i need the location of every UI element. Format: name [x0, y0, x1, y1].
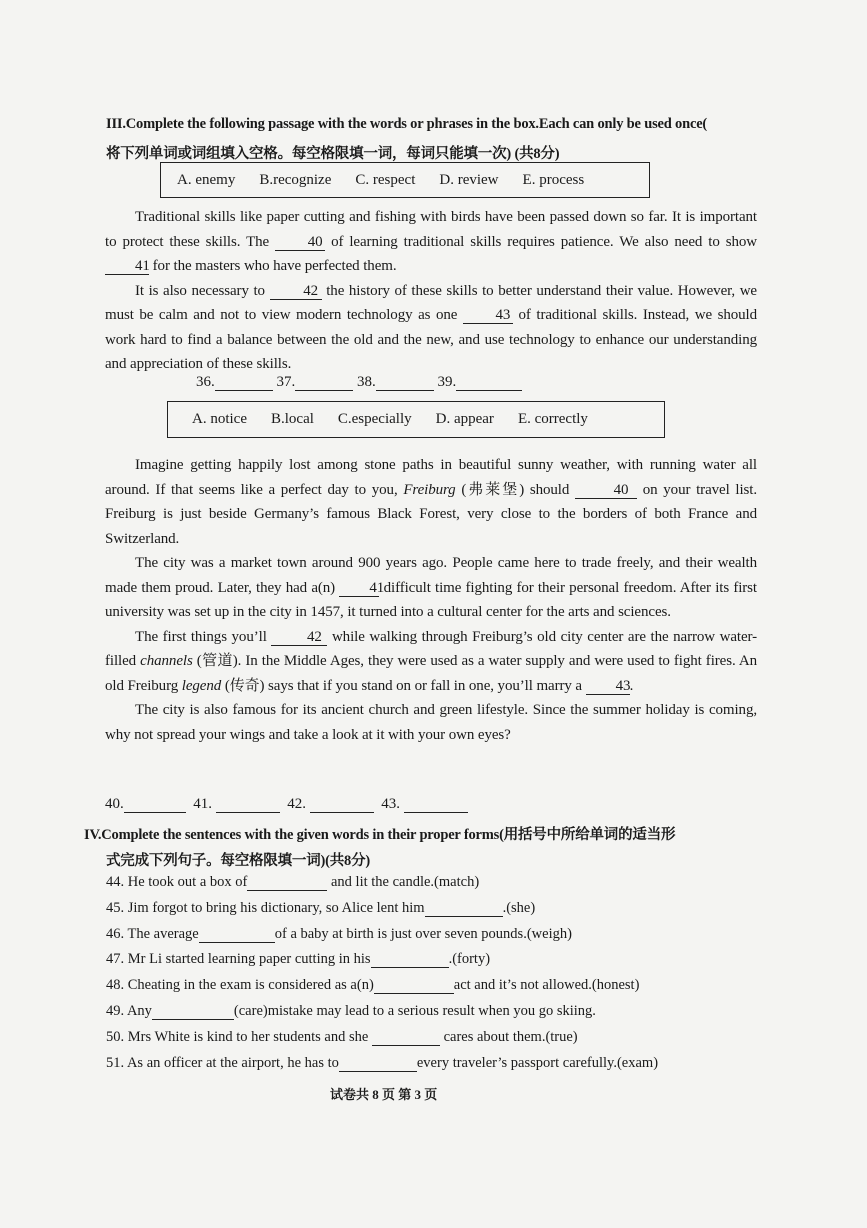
- word-option: E. process: [522, 171, 585, 188]
- sentence-blank-46[interactable]: [199, 928, 275, 943]
- answer-blank-36[interactable]: [215, 375, 273, 391]
- blank-42[interactable]: 42: [271, 629, 327, 646]
- passage-2: [105, 453, 757, 747]
- passage-1-paragraph-1: Traditional skills like paper cutting and fishing with birds have been passed down so far. It is important to protect these skills. The 40 of learning traditional skills requires patience. We also need to show 41 for the masters who have perfected them.: [105, 209, 758, 274]
- answer-blank-39[interactable]: [456, 375, 522, 391]
- sentence-50: 50. Mrs White is kind to her students and she cares about them.(true): [106, 1029, 578, 1045]
- sentence-49: 49. Any (care)mistake may lead to a serious result when you go skiing.: [106, 1003, 596, 1019]
- section4-heading-line2: 式完成下列句子。每空格限填一词)(共8分): [106, 853, 371, 869]
- passage-2-paragraph-4: The city is also famous for its ancient church and green lifestyle. Since the summer holiday is coming, why not spread your wings and take a look at it with your own eyes?: [105, 702, 757, 743]
- passage-2-paragraph-2: The city was a market town around 900 years ago. People came here to trade freely, and their wealth made them proud. Later, they had a(n) 41 difficult time fighting for their personal freedom. After its first university was set up in the city in 1457, it turned into a cultural center for the arts and sciences.: [105, 555, 757, 620]
- blank-41[interactable]: 41: [105, 258, 149, 275]
- sentence-blank-48[interactable]: [374, 979, 454, 994]
- sentence-blank-51[interactable]: [339, 1057, 417, 1072]
- section4-heading-line1: IV.Complete the sentences with the given words in their proper forms(用括号中所给单词的适当形: [84, 827, 676, 843]
- sentence-46: 46. The average of a baby at birth is just over seven pounds.(weigh): [106, 926, 572, 942]
- passage-2-paragraph-3: The first things you’ll 42 while walking through Freiburg’s old city center are the narrow water-filled channels (管道). In the Middle Ages, they were used as a water supply and were used to fight fires. An old Freiburg legend (传奇) says that if you stand on or fall in one, you’ll marry a 43.: [105, 628, 758, 694]
- word-option: C. respect: [355, 171, 416, 188]
- word-option: D. appear: [435, 411, 494, 427]
- passage-1-paragraph-2: It is also necessary to 42 the history of these skills to better understand their value. However, we must be calm and not to view modern technology as one 43 of traditional skills. Instead, we should work hard to find a balance between the old and the new, and use technology to enhance our understanding and appreciation of these skills.: [105, 282, 757, 372]
- blank-41[interactable]: 41: [339, 580, 379, 597]
- word-option: B.local: [270, 411, 314, 427]
- word-option: B.recognize: [259, 171, 332, 188]
- answer-blank-41[interactable]: [216, 797, 280, 813]
- sentence-45: 45. Jim forgot to bring his dictionary, so Alice lent him .(she): [106, 900, 536, 916]
- word-option: A. enemy: [177, 171, 236, 188]
- sentence-blank-47[interactable]: [371, 953, 449, 968]
- answer-blank-37[interactable]: [295, 375, 353, 391]
- word-box-2: [167, 401, 665, 438]
- answer-line-2: 40. 41. 42. 43.: [105, 796, 468, 813]
- answer-blank-42[interactable]: [310, 797, 374, 813]
- blank-40[interactable]: 40: [575, 482, 637, 499]
- blank-40[interactable]: 40: [275, 234, 325, 251]
- blank-43[interactable]: 43: [463, 307, 513, 324]
- sentence-blank-44[interactable]: [247, 876, 327, 891]
- section3-heading-line2: 将下列单词或词组填入空格。每空格限填一词，每词只能填一次) (共8分): [106, 146, 560, 162]
- sentence-44: 44. He took out a box of and lit the candle.(match): [106, 874, 480, 890]
- sentence-51: 51. As an officer at the airport, he has to every traveler’s passport carefully.(exam): [106, 1055, 659, 1071]
- word-option: A. notice: [192, 411, 247, 427]
- answer-blank-38[interactable]: [376, 375, 434, 391]
- word-box-1: [160, 162, 650, 198]
- section3-heading-line1: III.Complete the following passage with the words or phrases in the box.Each can only be used once(: [106, 116, 708, 132]
- blank-43[interactable]: 43: [586, 678, 630, 695]
- answer-line-1: 36. 37. 38. 39.: [196, 374, 522, 391]
- answer-blank-40[interactable]: [124, 797, 186, 813]
- word-option: E. correctly: [517, 411, 588, 427]
- sentence-blank-45[interactable]: [425, 902, 503, 917]
- answer-blank-43[interactable]: [404, 797, 468, 813]
- sentence-47: 47. Mr Li started learning paper cutting in his .(forty): [106, 951, 491, 967]
- page-footer: 试卷共 8 页 第 3 页: [330, 1087, 438, 1102]
- word-option: C.especially: [337, 411, 412, 427]
- word-option: D. review: [439, 171, 499, 188]
- sentence-blank-49[interactable]: [152, 1005, 234, 1020]
- passage-2-paragraph-1: Imagine getting happily lost among stone paths in beautiful sunny weather, with running water all around. If that seems like a perfect day to you, Freiburg (弗莱堡) should 40 on your travel list. Freiburg is just beside Germany’s famous Black Forest, very close to the borders of both France and Switzerland.: [105, 457, 757, 547]
- blank-42[interactable]: 42: [270, 283, 322, 300]
- sentence-48: 48. Cheating in the exam is considered as a(n) act and it’s not allowed.(honest): [106, 977, 640, 993]
- passage-1: [105, 205, 757, 377]
- sentence-blank-50[interactable]: [372, 1031, 440, 1046]
